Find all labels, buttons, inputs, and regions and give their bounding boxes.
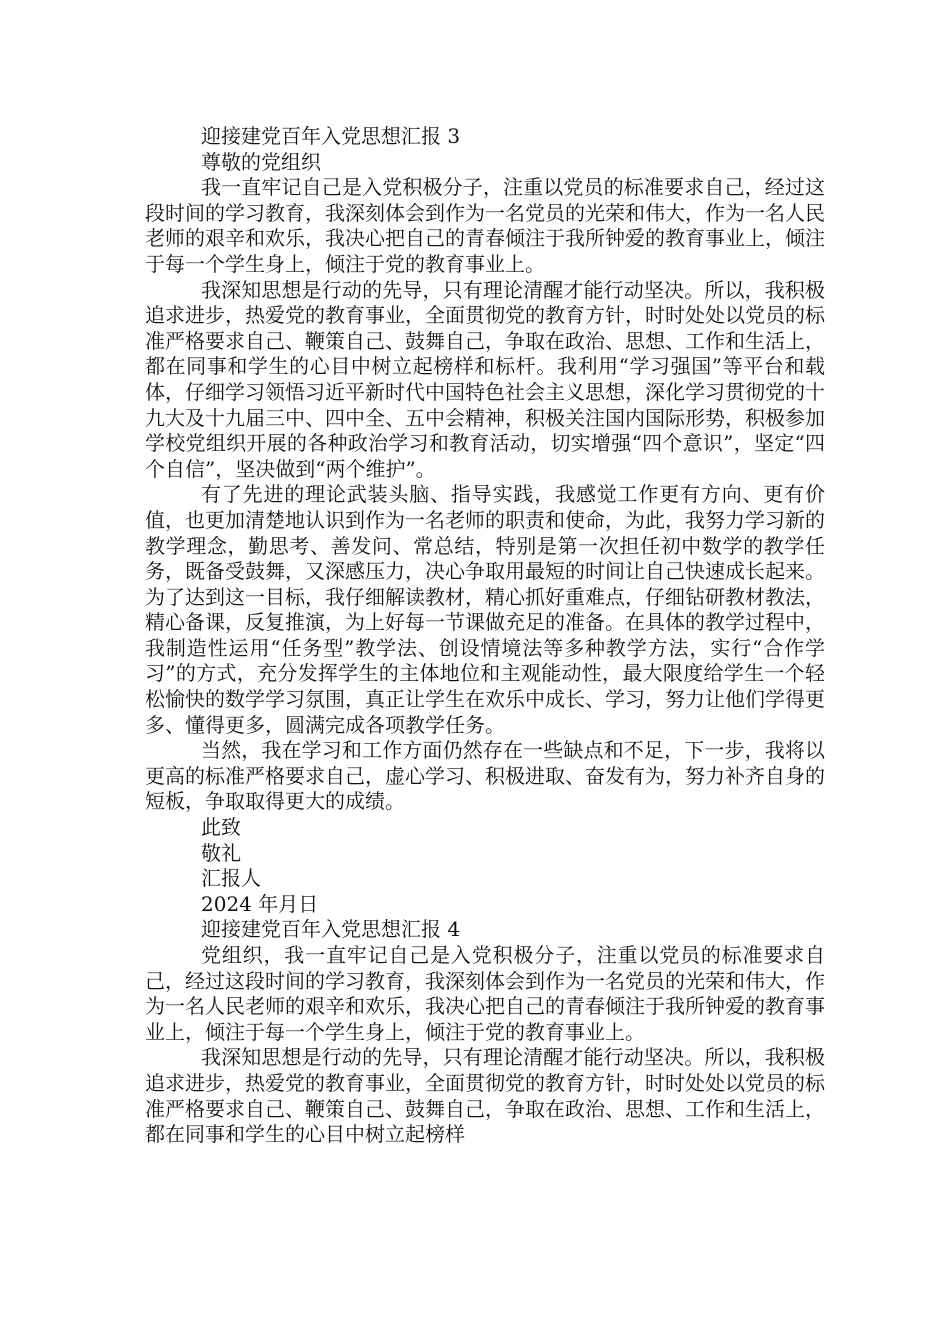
report4-paragraph-1: 党组织，我一直牢记自己是入党积极分子，注重以党员的标准要求自己，经过这段时间的学习教育，我深刻体会到作为一名党员的光荣和伟大，作为一名人民老师的艰辛和欢乐，我决心把自己的青春倾注于我所钟爱的教育事业上，倾注于每一个学生身上，倾注于党的教育事业上。	[145, 943, 825, 1044]
report3-date: 2024 年月日	[201, 891, 319, 916]
report3-title: 迎接建党百年入党思想汇报 3	[201, 124, 461, 148]
report3-closing-2: 敬礼	[201, 840, 241, 865]
report4-title: 迎接建党百年入党思想汇报 4	[201, 917, 461, 942]
report4-paragraph-2: 我深知思想是行动的先导，只有理论清醒才能行动坚决。所以，我积极追求进步，热爱党的教育事业，全面贯彻党的教育方针，时时处处以党员的标准严格要求自己、鞭策自己、鼓舞自己，争取在政治、思想、工作和生活上，都在同事和学生的心目中树立起榜样	[145, 1045, 825, 1147]
report3-salutation: 尊敬的党组织	[201, 149, 321, 174]
report3-paragraph-4: 当然，我在学习和工作方面仍然存在一些缺点和不足，下一步，我将以更高的标准严格要求自己，虚心学习、积极进取、奋发有为，努力补齐自身的短板，争取取得更大的成绩。	[145, 738, 825, 814]
report3-signature: 汇报人	[201, 866, 261, 891]
document-body	[145, 124, 825, 1148]
report3-paragraph-1: 我一直牢记自己是入党积极分子，注重以党员的标准要求自己，经过这段时间的学习教育，我深刻体会到作为一名党员的光荣和伟大，作为一名人民老师的艰辛和欢乐，我决心把自己的青春倾注于我所钟爱的教育事业上，倾注于每一个学生身上，倾注于党的教育事业上。	[145, 175, 825, 276]
report3-closing-1: 此致	[201, 815, 241, 840]
report3-paragraph-2: 我深知思想是行动的先导，只有理论清醒才能行动坚决。所以，我积极追求进步，热爱党的教育事业，全面贯彻党的教育方针，时时处处以党员的标准严格要求自己、鞭策自己、鼓舞自己，争取在政治、思想、工作和生活上，都在同事和学生的心目中树立起榜样和标杆。我利用“学习强国”等平台和载体，仔细学习领悟习近平新时代中国特色社会主义思想，深化学习贯彻党的十九大及十九届三中、四中全、五中会精神，积极关注国内国际形势，积极参加学校党组织开展的各种政治学习和教育活动，切实增强“四个意识”，坚定“四个自信”，坚决做到“两个维护”。	[145, 277, 825, 481]
report3-paragraph-3: 有了先进的理论武装头脑、指导实践，我感觉工作更有方向、更有价值，也更加清楚地认识到作为一名老师的职责和使命，为此，我努力学习新的教学理念，勤思考、善发问、常总结，特别是第一次担任初中数学的教学任务，既备受鼓舞，又深感压力，决心争取用最短的时间让自己快速成长起来。为了达到这一目标，我仔细解读教材，精心抓好重难点，仔细钻研教材教法，精心备课，反复推演，为上好每一节课做充足的准备。在具体的教学过程中，我制造性运用“任务型”教学法、创设情境法等多种教学方法，实行“合作学习”的方式，充分发挥学生的主体地位和主观能动性，最大限度给学生一个轻松愉快的数学学习氛围，真正让学生在欢乐中成长、学习，努力让他们学得更多、懂得更多，圆满完成各项教学任务。	[145, 482, 825, 737]
